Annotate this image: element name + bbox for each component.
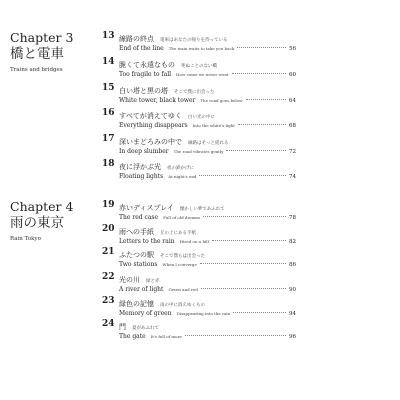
dot-leader: [200, 263, 286, 264]
entry-page-number: 78: [289, 215, 296, 221]
entry-subtitle-jp: そこで僕らは出会った: [160, 254, 205, 259]
entry-subtitle-jp: 緑と赤: [146, 279, 160, 284]
entry-subtitle-en: How come we never went: [176, 72, 229, 77]
entry-number: 13: [102, 31, 115, 41]
dot-leader: [237, 47, 286, 48]
entry-page-number: 94: [289, 311, 296, 317]
entry-subtitle-jp: 線路はそっと揺れる: [188, 141, 229, 146]
toc-entry-21[interactable]: [102, 246, 296, 274]
entry-title-jp: 赤いディスプレイ: [119, 204, 174, 212]
entry-subtitle-en: The road vibrates gently: [173, 149, 224, 154]
entry-page-number: 90: [289, 287, 296, 293]
entry-title-en: A river of light: [119, 286, 164, 293]
entry-number: 19: [102, 200, 115, 210]
entry-title-en: Memory of green: [119, 310, 172, 317]
entry-page-number: 56: [289, 46, 296, 52]
dot-leader: [232, 73, 286, 74]
entry-subtitle-en: It's full of more: [150, 334, 182, 339]
entry-title-en: Everything disappears: [119, 122, 188, 129]
entry-subtitle-en: At night's end: [168, 174, 197, 179]
entry-subtitle-jp: 夏があふれて: [132, 326, 159, 331]
entry-title-en: Two stations: [119, 261, 158, 268]
entry-title-jp: 光の川: [119, 276, 140, 284]
toc-entry-14[interactable]: [102, 56, 296, 84]
entry-subtitle-jp: 夜の鉄かげに: [167, 166, 194, 171]
entry-subtitle-en: Full of old dreams: [163, 215, 200, 220]
entry-subtitle-en: The road goes below: [200, 98, 243, 103]
entry-page-number: 68: [289, 123, 296, 129]
entry-subtitle-en: Hired on a hill: [179, 239, 209, 244]
entry-subtitle-en: Disappearing into the rain: [176, 311, 231, 316]
chapter-title-jp: 雨の東京: [10, 215, 64, 231]
entry-title-jp: 雨への手紙: [119, 228, 154, 236]
toc-entry-13[interactable]: [102, 30, 296, 58]
toc-entry-15[interactable]: [102, 82, 296, 110]
entry-page-number: 74: [289, 174, 296, 180]
entry-subtitle-jp: 白い光の中に: [187, 115, 215, 120]
entry-subtitle-en: Green and red: [168, 287, 198, 292]
entry-page-number: 60: [289, 72, 296, 78]
entry-title-jp: 深いまどろみの中で: [119, 138, 182, 146]
entry-title-jp: 夜に浮かぶ光: [119, 163, 161, 171]
entry-number: 16: [102, 108, 115, 118]
entry-number: 20: [102, 224, 115, 234]
chapter-heading: [10, 30, 92, 74]
entry-number: 24: [102, 319, 115, 329]
entry-subtitle-en: Into the white's light: [192, 123, 235, 128]
entry-title-en: The red case: [119, 214, 159, 221]
dot-leader: [226, 150, 286, 151]
entry-page-number: 82: [289, 239, 296, 245]
entry-title-en: In deep slumber: [119, 148, 169, 155]
dot-leader: [246, 99, 287, 100]
entry-subtitle-en: The train waits to take you back: [168, 46, 235, 51]
entry-title-jp: 線路の終点: [119, 35, 154, 43]
entry-number: 23: [102, 296, 115, 306]
entry-number: 21: [102, 247, 115, 257]
dot-leader: [233, 312, 286, 313]
entry-subtitle-jp: 懐かしい夢であふれて: [179, 207, 225, 212]
entry-title-en: Floating lights: [119, 173, 164, 180]
dot-leader: [238, 124, 286, 125]
chapter-label: Chapter 3: [10, 30, 74, 45]
toc-entry-16[interactable]: [102, 107, 296, 135]
entry-title-jp: 白い塔と黒の塔: [119, 87, 168, 95]
entry-number: 22: [102, 272, 115, 282]
dot-leader: [203, 216, 286, 217]
chapter-title-en: Rain Tokyo: [10, 236, 41, 242]
entry-page-number: 96: [289, 334, 296, 340]
entry-title-en: Letters to the rain: [119, 238, 175, 245]
entry-title-jp: 脆くて永遠なもの: [119, 61, 175, 69]
entry-page-number: 64: [289, 98, 296, 104]
dot-leader: [199, 175, 286, 176]
entry-page-number: 86: [289, 262, 296, 268]
entry-number: 18: [102, 159, 115, 169]
entry-subtitle-jp: 電車はあなたの帰りを待っている: [160, 38, 228, 43]
entry-page-number: 72: [289, 149, 296, 155]
toc-entry-18[interactable]: [102, 158, 296, 186]
entry-title-jp: ふたつの駅: [119, 251, 154, 259]
dot-leader: [201, 288, 286, 289]
entry-subtitle-jp: 死ぬことのない橋: [181, 64, 217, 69]
dot-leader: [185, 335, 286, 336]
chapter-heading: [10, 199, 92, 243]
dot-leader: [212, 240, 286, 241]
entry-title-en: White tower, black tower: [119, 97, 196, 104]
entry-title-en: End of the line: [119, 45, 164, 52]
chapter-title-en: Trains and bridges: [10, 67, 63, 73]
toc-entry-17[interactable]: [102, 133, 296, 161]
entry-subtitle-jp: 雨の中に消えゆくもの: [160, 303, 205, 308]
entry-subtitle-jp: そこで僕に出会った: [174, 90, 215, 95]
entry-number: 15: [102, 83, 115, 93]
toc-entry-24[interactable]: [102, 318, 296, 346]
entry-title-en: Too fragile to fall: [119, 71, 172, 78]
entry-title-jp: すべてが消えてゆく: [119, 112, 182, 120]
entry-title-jp: 緑色の記憶: [119, 300, 154, 308]
entry-title-jp: 門: [119, 323, 126, 331]
entry-subtitle-en: When I converge: [162, 262, 197, 267]
entry-number: 14: [102, 57, 115, 67]
entry-subtitle-jp: 丘の上にある手紙: [160, 231, 196, 236]
chapter-title-jp: 橋と電車: [10, 46, 64, 62]
entry-number: 17: [102, 134, 115, 144]
chapter-label: Chapter 4: [10, 199, 74, 214]
entry-title-en: The gate: [119, 333, 146, 340]
